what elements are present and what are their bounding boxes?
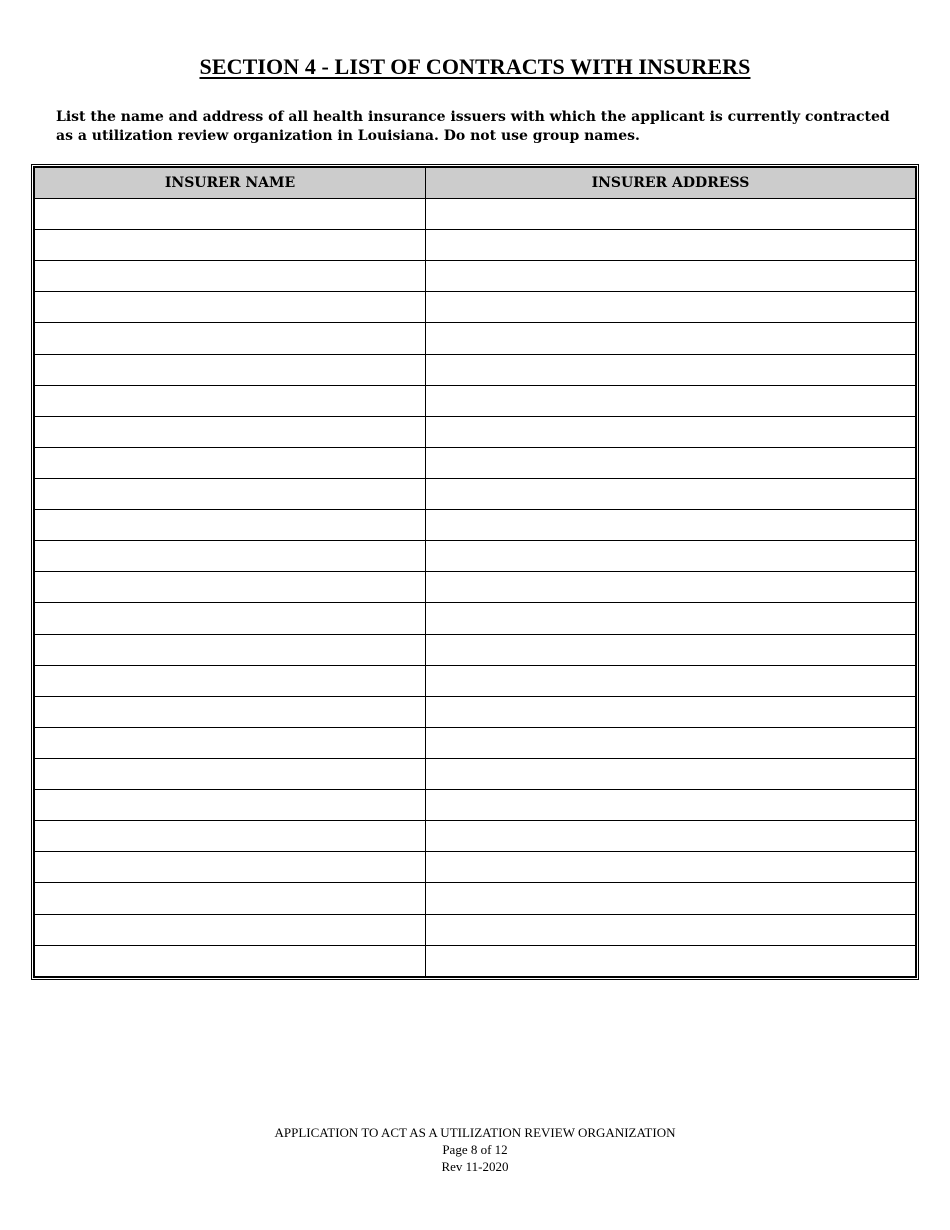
insurer-address-cell[interactable] [426, 852, 916, 883]
insurer-address-cell[interactable] [426, 261, 916, 292]
insurer-address-cell[interactable] [426, 199, 916, 230]
insurer-address-cell[interactable] [426, 758, 916, 789]
insurer-address-cell[interactable] [426, 945, 916, 976]
insurer-address-cell[interactable] [426, 354, 916, 385]
insurer-address-cell[interactable] [426, 883, 916, 914]
insurer-name-cell[interactable] [35, 323, 426, 354]
table-body [35, 199, 916, 977]
table-row [35, 230, 916, 261]
footer-form-title: APPLICATION TO ACT AS A UTILIZATION REVIEW ORGANIZATION [274, 1125, 676, 1140]
insurer-name-cell[interactable] [35, 696, 426, 727]
table-row [35, 199, 916, 230]
table-row [35, 447, 916, 478]
insurer-name-cell[interactable] [35, 790, 426, 821]
insurer-address-cell[interactable] [426, 292, 916, 323]
insurer-name-cell[interactable] [35, 541, 426, 572]
insurer-name-cell[interactable] [35, 447, 426, 478]
table-row [35, 665, 916, 696]
instructions-text: List the name and address of all health insurance issuers with which the applicant is currently contracted as a utilization review organization in Louisiana. Do not use group names. [56, 109, 890, 144]
insurer-name-cell[interactable] [35, 510, 426, 541]
table-row [35, 758, 916, 789]
table-row [35, 292, 916, 323]
insurer-name-cell[interactable] [35, 292, 426, 323]
table-row [35, 883, 916, 914]
page-footer [0, 1124, 950, 1175]
insurer-name-cell[interactable] [35, 478, 426, 509]
table-row [35, 914, 916, 945]
insurer-name-cell[interactable] [35, 603, 426, 634]
insurer-address-cell[interactable] [426, 634, 916, 665]
insurer-name-cell[interactable] [35, 914, 426, 945]
insurer-name-cell[interactable] [35, 727, 426, 758]
table-row [35, 821, 916, 852]
table-row [35, 634, 916, 665]
footer-page-number: Page 8 of 12 [442, 1142, 508, 1157]
table-row [35, 416, 916, 447]
table-row [35, 603, 916, 634]
insurer-address-cell[interactable] [426, 230, 916, 261]
table-row [35, 510, 916, 541]
insurer-name-cell[interactable] [35, 199, 426, 230]
insurer-name-cell[interactable] [35, 354, 426, 385]
insurer-address-cell[interactable] [426, 478, 916, 509]
insurer-name-cell[interactable] [35, 416, 426, 447]
table-row [35, 696, 916, 727]
insurer-address-cell[interactable] [426, 665, 916, 696]
header-insurer-name: INSURER NAME [35, 168, 426, 199]
insurer-address-cell[interactable] [426, 696, 916, 727]
insurer-address-cell[interactable] [426, 447, 916, 478]
insurer-address-cell[interactable] [426, 510, 916, 541]
insurer-name-cell[interactable] [35, 758, 426, 789]
insurer-address-cell[interactable] [426, 323, 916, 354]
table-header-row [35, 168, 916, 199]
insurer-address-cell[interactable] [426, 541, 916, 572]
insurer-address-cell[interactable] [426, 416, 916, 447]
table-row [35, 572, 916, 603]
insurer-address-cell[interactable] [426, 821, 916, 852]
insurer-name-cell[interactable] [35, 852, 426, 883]
insurer-name-cell[interactable] [35, 385, 426, 416]
table-row [35, 852, 916, 883]
table-row [35, 790, 916, 821]
insurer-name-cell[interactable] [35, 634, 426, 665]
section-title: SECTION 4 - LIST OF CONTRACTS WITH INSURERS [199, 54, 751, 79]
insurer-name-cell[interactable] [35, 821, 426, 852]
insurer-contracts-table [31, 164, 919, 980]
insurer-name-cell[interactable] [35, 572, 426, 603]
insurer-name-cell[interactable] [35, 665, 426, 696]
footer-revision: Rev 11-2020 [441, 1159, 509, 1174]
insurer-name-cell[interactable] [35, 230, 426, 261]
table-row [35, 945, 916, 976]
insurer-name-cell[interactable] [35, 261, 426, 292]
table-row [35, 385, 916, 416]
insurer-address-cell[interactable] [426, 572, 916, 603]
insurer-name-cell[interactable] [35, 945, 426, 976]
insurer-address-cell[interactable] [426, 385, 916, 416]
table-row [35, 478, 916, 509]
table-row [35, 354, 916, 385]
table-row [35, 727, 916, 758]
insurer-name-cell[interactable] [35, 883, 426, 914]
insurer-address-cell[interactable] [426, 914, 916, 945]
insurer-address-cell[interactable] [426, 603, 916, 634]
insurer-table [34, 167, 916, 977]
table-row [35, 541, 916, 572]
header-insurer-address: INSURER ADDRESS [426, 168, 916, 199]
table-row [35, 323, 916, 354]
table-row [35, 261, 916, 292]
insurer-address-cell[interactable] [426, 727, 916, 758]
insurer-address-cell[interactable] [426, 790, 916, 821]
